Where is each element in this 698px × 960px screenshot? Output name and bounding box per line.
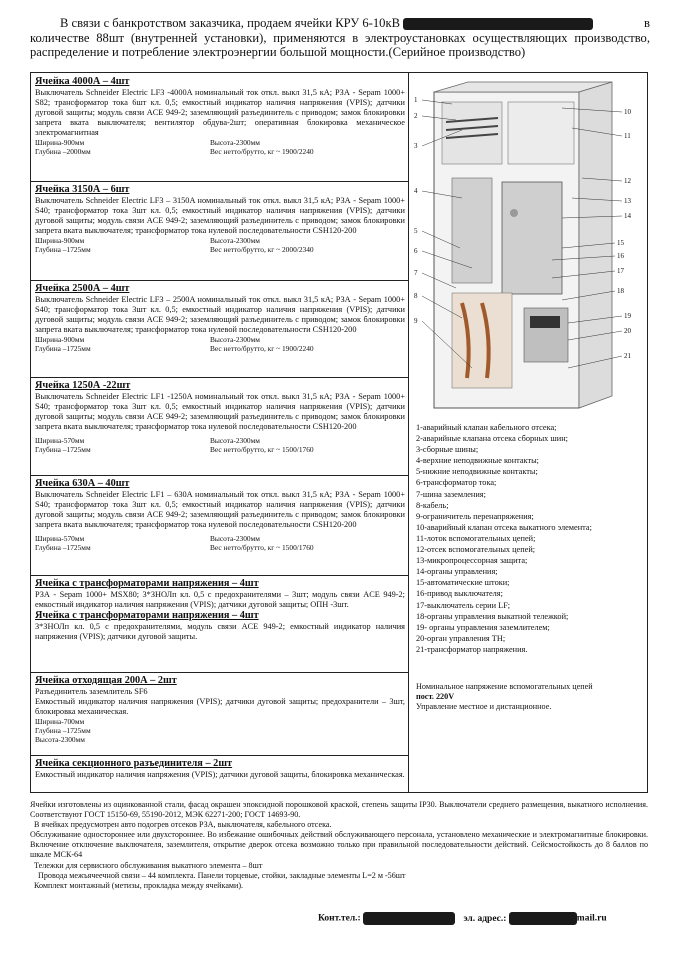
legend-item: 18-органы управления выкатной тележкой; <box>416 611 569 621</box>
width-value: Ширина-570мм <box>35 436 85 446</box>
callout-15: 15 <box>617 239 624 247</box>
voltage-note <box>416 682 646 712</box>
redacted-email <box>509 912 577 925</box>
voltage-value: пост. 220V <box>416 692 455 701</box>
table-divider <box>408 72 409 793</box>
legend-item: 4-верхние неподвижные контакты; <box>416 456 539 466</box>
notes-paragraph: Обслуживание одностороннее или двухстороннее. Во избежание ошибочных действий обслуживающего персонала, установлено механические и электромагнитные блокировки. Включение отключение выключателя, заземлителя, открытие дверок отсека возможно только при правильной последовательности действий. Сейсмостойкость до 8 баллов по шкале МСК-64 <box>30 830 648 860</box>
intro-text-1: В связи с банкротством заказчика, продаем ячейки КРУ 6-10кВ <box>60 16 400 30</box>
depth-value: Глубина –1725мм <box>35 445 91 455</box>
legend-item: 9-ограничитель перенапряжения; <box>416 511 534 521</box>
legend-item: 19- органы управления заземлителем; <box>416 622 550 632</box>
section-sectional <box>35 758 405 780</box>
depth-value: Глубина –1725мм <box>35 344 91 354</box>
legend-item: 8-кабель; <box>416 500 449 510</box>
section-title: Ячейка отходящая 200А – 2шт <box>35 675 177 686</box>
section-body: 3*ЗНОЛп кл. 0,5 с предохранителями, модуль связи ACE 949-2; емкостный индикатор наличия напряжения (VPIS); датчики дуговой защиты. <box>35 622 405 642</box>
section-title: Ячейка 2500А – 4шт <box>35 283 130 294</box>
section-line: Разъединитель заземлитель SF6 <box>35 687 148 696</box>
legend-item: 1-аварийный клапан кабельного отсека; <box>416 423 557 432</box>
voltage-label: Номинальное напряжение вспомогательных цепей <box>416 682 593 691</box>
intro-text-2: количестве 88шт (внутренней установки), применяются в электроустановках осуществляющих производство, распределение и потребление электроэнергии большой мощности.(Серийное производство) <box>30 30 650 60</box>
legend-item: 3-сборные шины; <box>416 445 479 455</box>
width-value: Ширина-900мм <box>35 335 85 345</box>
callout-17: 17 <box>617 267 624 275</box>
callout-14: 14 <box>624 212 631 220</box>
section-title: Ячейка 4000А – 4шт <box>35 76 130 87</box>
callout-12: 12 <box>624 177 631 185</box>
height-value: Высота-2300мм <box>35 735 85 745</box>
relay-display <box>530 316 560 328</box>
email-domain: mail.ru <box>576 913 607 924</box>
callout-4: 4 <box>414 187 418 195</box>
legend-item: 14-органы управления; <box>416 567 498 577</box>
callout-7: 7 <box>414 269 418 277</box>
section-body: Выключатель Schneider Electric LF1 -1250A номинальный ток откл. выкл 31,5 кА; РЗА - Sepam 1000+ S40; трансформатор тока 3шт кл. 0,5; емкостный индикатор наличия напряжения (VPIS); датчики дуговой защиты; модуль связи ACE 949-2; заземляющий разъединитель с приводом; замок блокировки запрета вката выключателя; трансформатор тока нулевой последовательности CSH120-200 <box>35 392 405 432</box>
row-divider <box>30 377 408 378</box>
row-divider <box>30 181 408 182</box>
section-title: Ячейка с трансформаторами напряжения – 4шт <box>35 578 259 589</box>
legend-item: 17-выключатель серии LF; <box>416 600 511 610</box>
height-value: Высота-2300мм <box>210 138 260 148</box>
relay-compartment <box>508 102 574 164</box>
callout-6: 6 <box>414 247 418 255</box>
legend-item: 13-микропроцессорная защита; <box>416 556 528 566</box>
section-outgoing <box>35 675 405 744</box>
row-divider <box>30 575 408 576</box>
section-title: Ячейка секционного разъединителя – 2шт <box>35 758 233 769</box>
notes-paragraph: Тележки для сервисного обслуживания выкатного элемента – 8шт <box>34 860 263 870</box>
callout-2: 2 <box>414 112 418 120</box>
section-body: РЗА - Sepam 1000+ MSX80; 3*ЗНОЛп кл. 0,5 с предохранителями – 3шт; модуль связи ACE 949-2; емкостный индикатор наличия напряжения (VPIS); датчики дуговой защиты; ОПН -3шт. <box>35 590 405 610</box>
callout-10: 10 <box>624 108 631 116</box>
weight-value: Вес нетто/брутто, кг ~ 2000/2340 <box>210 245 314 255</box>
callout-3: 3 <box>414 142 418 150</box>
legend-item: 11-лоток вспомогательных цепей; <box>416 533 536 543</box>
contact-area <box>452 178 492 283</box>
callout-18: 18 <box>617 287 624 295</box>
phone-label: Конт.тел.: <box>318 913 361 924</box>
notes-paragraph: Провода межъячеечной связи – 44 комплекта. Панели торцевые, стойки, закладные элементы L=2 м -56шт <box>38 870 406 880</box>
legend-item: 16-привод выключателя; <box>416 589 503 599</box>
section-4000a <box>35 76 405 156</box>
callout-21: 21 <box>624 352 631 360</box>
legend-item: 7-шина заземления; <box>416 489 486 499</box>
height-value: Высота-2300мм <box>210 236 260 246</box>
weight-value: Вес нетто/брутто, кг ~ 1900/2240 <box>210 147 314 157</box>
breaker <box>502 182 562 294</box>
callout-13: 13 <box>624 197 631 205</box>
busbar-compartment <box>442 102 502 164</box>
row-divider <box>30 280 408 281</box>
redacted-phone <box>363 912 455 925</box>
notes-paragraph: Комплект монтажный (метизы, прокладка между ячейками). <box>34 880 244 890</box>
weight-value: Вес нетто/брутто, кг ~ 1900/2240 <box>210 344 314 354</box>
depth-value: Глубина –2000мм <box>35 147 91 157</box>
switchgear-diagram <box>412 78 644 418</box>
intro-paragraph <box>30 16 650 60</box>
callout-20: 20 <box>624 327 631 335</box>
width-value: Ширина-900мм <box>35 138 85 148</box>
notes-paragraph: Ячейки изготовлены из оцинкованной стали, фасад окрашен эпоксидной порошковой краской, степень защиты IP30. Выключатели среднего размещения, выкатного исполнения. Соответствуют ГОСТ 15150-69, 55190-2012, МЭК 62271-200; ГОСТ 14693-90. <box>30 800 648 820</box>
section-body: Выключатель Schneider Electric LF1 – 630A номинальный ток откл. выкл 31,5 кА; РЗА - Sepam 1000+ S40; трансформатор тока 3шт кл. 0,5; емкостный индикатор наличия напряжения (VPIS); датчики дуговой защиты; модуль связи ACE 949-2; заземляющий разъединитель с приводом; замок блокировки запрета вката выключателя; трансформатор тока нулевой последовательности CSH120-200 <box>35 490 405 530</box>
legend-item: 12-отсек вспомогательных цепей; <box>416 545 536 555</box>
depth-value: Глубина –1725мм <box>35 543 91 553</box>
section-vt <box>35 578 405 642</box>
intro-tail: в <box>644 16 650 30</box>
section-body: Выключатель Schneider Electric LF3 – 2500A номинальный ток откл. выкл 31,5 кА; РЗА - Sepam 1000+ S40; трансформатор тока 3шт кл. 0,5; емкостный индикатор наличия напряжения (VPIS); датчики дуговой защиты; модуль связи ACE 949-2; заземляющий разъединитель с приводом; замок блокировки запрета вката выключателя; трансформатор тока нулевой последовательности CSH120-200 <box>35 295 405 335</box>
section-body: Выключатель Schneider Electric LF3 -4000A номинальный ток откл. выкл 31,5 кА; РЗА - Sepam 1000+ S82; трансформатор тока 6шт кл. 0,5; емкостный индикатор наличия напряжения (VPIS); датчики дуговой защиты; модуль связи ACE 949-2; заземляющий разъединитель с приводом; замок блокировки запрета вката выключателя; вентилятор обдува-2шт; оперативная блокировка механическое электромагнитная <box>35 88 405 138</box>
section-1250a <box>35 380 405 454</box>
callout-9: 9 <box>414 317 418 325</box>
width-value: Ширина-900мм <box>35 236 85 246</box>
row-divider <box>30 672 408 673</box>
intro-line-1 <box>30 16 650 31</box>
email-label: эл. адрес.: <box>463 913 507 924</box>
section-title: Ячейка 3150А – 6шт <box>35 184 130 195</box>
breaker-knob <box>510 209 518 217</box>
weight-value: Вес нетто/брутто, кг ~ 1500/1760 <box>210 445 314 455</box>
section-body: Емкостный индикатор наличия напряжения (VPIS); датчики дуговой защиты, блокировка механическая. <box>35 770 405 779</box>
legend-item: 2-аварийные клапана отсека сборных шин; <box>416 434 568 444</box>
height-value: Высота-2300мм <box>210 436 260 446</box>
depth-value: Глубина –1725мм <box>35 726 91 736</box>
row-divider <box>30 475 408 476</box>
weight-value: Вес нетто/брутто, кг ~ 1500/1760 <box>210 543 314 553</box>
callout-8: 8 <box>414 292 418 300</box>
legend-item: 20-орган управления ТН; <box>416 633 506 643</box>
control-note: Управление местное и дистанционное. <box>416 702 552 711</box>
section-630a <box>35 478 405 552</box>
section-body: Выключатель Schneider Electric LF3 – 3150A номинальный ток откл. выкл 31,5 кА; РЗА - Sepam 1000+ S40; трансформатор тока 3шт кл. 0,5; емкостный индикатор наличия напряжения (VPIS); датчики дуговой защиты; модуль связи ACE 949-2; заземляющий разъединитель с приводом; замок блокировки запрета вката выключателя; трансформатор тока нулевой последовательности CSH120-200 <box>35 196 405 236</box>
callout-19: 19 <box>624 312 631 320</box>
section-title: Ячейка 1250А -22шт <box>35 380 131 391</box>
row-divider <box>30 755 408 756</box>
depth-value: Глубина –1725мм <box>35 245 91 255</box>
legend-item: 6-трансформатор тока; <box>416 478 497 488</box>
callout-1: 1 <box>414 96 418 104</box>
section-3150a <box>35 184 405 254</box>
height-value: Высота-2300мм <box>210 335 260 345</box>
section-body: Емкостный индикатор наличия напряжения (VPIS); датчики дуговой защиты; предохранители – 3шт, блокировка механическая. <box>35 697 405 717</box>
general-notes <box>30 800 648 891</box>
legend-item: 5-нижние неподвижные контакты; <box>416 467 538 477</box>
legend-item: 15-автоматические штоки; <box>416 578 510 588</box>
width-value: Ширина-700мм <box>35 717 85 727</box>
legend-item: 21-трансформатор напряжения. <box>416 644 528 654</box>
redacted-company <box>403 18 593 30</box>
section-title: Ячейка 630А – 40шт <box>35 478 130 489</box>
section-2500a <box>35 283 405 353</box>
section-title: Ячейка с трансформаторами напряжения – 4шт <box>35 610 259 622</box>
diagram-legend <box>416 422 646 655</box>
legend-item: 10-аварийный клапан отсека выкатного элемента; <box>416 522 592 532</box>
notes-paragraph: В ячейках предусмотрен авто подогрев отсеков РЗА, выключателя, кабельного отсека. <box>34 820 332 830</box>
callout-16: 16 <box>617 252 624 260</box>
callout-5: 5 <box>414 227 418 235</box>
width-value: Ширина-570мм <box>35 534 85 544</box>
callout-11: 11 <box>624 132 631 140</box>
contact-line <box>318 912 607 925</box>
height-value: Высота-2300мм <box>210 534 260 544</box>
